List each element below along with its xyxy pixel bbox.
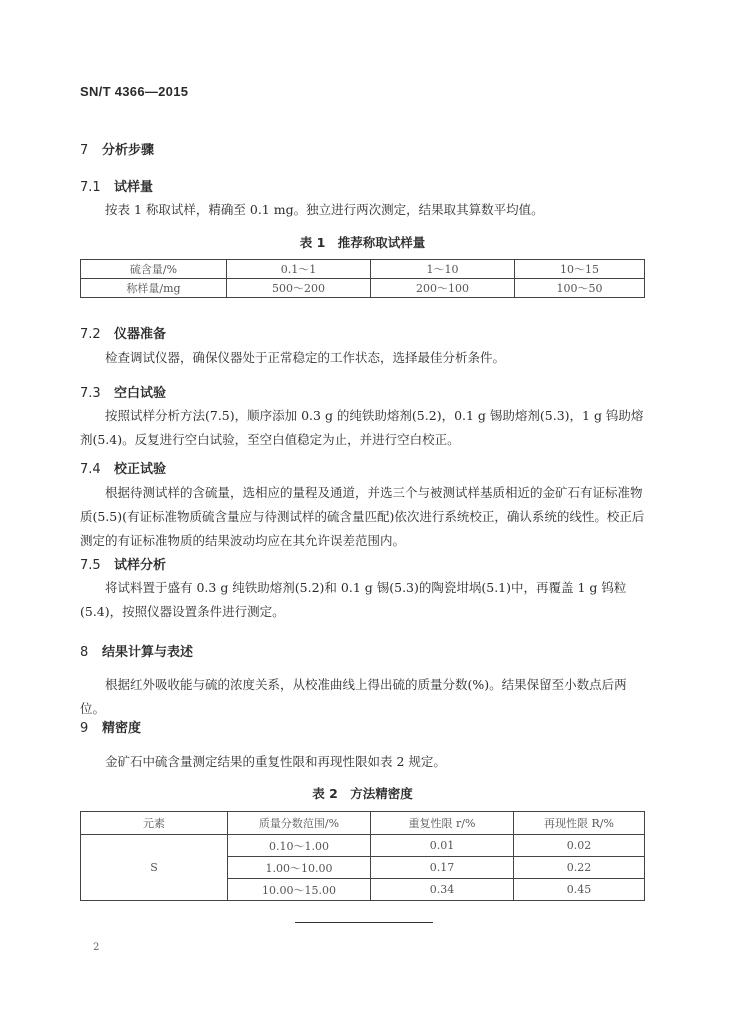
section-7-3-heading <box>80 382 166 401</box>
table-cell: 0.22 <box>514 857 645 879</box>
section-number: 7.1 <box>80 180 101 195</box>
section-9-text: 金矿石中硫含量测定结果的重复性限和再现性限如表 2 规定。 <box>105 754 446 769</box>
table-row <box>81 279 645 298</box>
section-8-heading <box>80 641 193 660</box>
table-cell: 0.17 <box>371 857 514 879</box>
table-cell: 10～15 <box>515 260 645 279</box>
standard-code: SN/T 4366—2015 <box>80 84 189 99</box>
table-header-cell: 质量分数范围/% <box>228 812 371 835</box>
section-title: 试样分析 <box>114 558 167 573</box>
table-cell: 硫含量/% <box>81 260 227 279</box>
end-rule-divider <box>295 922 433 923</box>
section-number: 8 <box>80 645 89 660</box>
table-cell: 0.45 <box>514 879 645 901</box>
section-number: 7 <box>80 143 89 158</box>
table-cell: 0.10～1.00 <box>228 835 371 857</box>
section-7-2-heading <box>80 323 166 342</box>
table-cell: 1～10 <box>371 260 515 279</box>
section-number: 9 <box>80 721 89 736</box>
table-row <box>81 260 645 279</box>
section-title: 空白试验 <box>114 386 167 401</box>
section-title: 校正试验 <box>114 462 167 477</box>
section-7-1-text: 按表 1 称取试样，精确至 0.1 mg。独立进行两次测定，结果取其算数平均值。 <box>105 202 544 217</box>
table-cell: 1.00～10.00 <box>228 857 371 879</box>
section-number: 7.2 <box>80 327 101 342</box>
table-1 <box>80 259 645 298</box>
table-header-cell: 重复性限 r/% <box>371 812 514 835</box>
section-7-5-text: 将试料置于盛有 0.3 g 纯铁助熔剂(5.2)和 0.1 g 锡(5.3)的陶瓷坩埚(5.1)中，再覆盖 1 g 钨粒(5.4)，按照仪器设置条件进行测定。 <box>80 580 627 619</box>
section-9-heading <box>80 717 141 736</box>
table-cell: 200～100 <box>371 279 515 298</box>
table-2-caption: 表 2 方法精密度 <box>312 786 413 801</box>
section-8-text: 根据红外吸收能与硫的浓度关系，从校准曲线上得出硫的质量分数(%)。结果保留至小数点后两位。 <box>80 677 627 716</box>
section-7-5-heading <box>80 554 166 573</box>
table-header-cell: 再现性限 R/% <box>514 812 645 835</box>
table-cell: 10.00～15.00 <box>228 879 371 901</box>
table-cell: 100～50 <box>515 279 645 298</box>
section-7-3-text: 按照试样分析方法(7.5)，顺序添加 0.3 g 的纯铁助熔剂(5.2)，0.1 g 锡助熔剂(5.3)，1 g 钨助熔剂(5.4)。反复进行空白试验，至空白值稳定为止，并进行空白校正。 <box>80 408 644 447</box>
section-title: 仪器准备 <box>114 327 167 342</box>
table-cell: 0.34 <box>371 879 514 901</box>
section-number: 7.3 <box>80 386 101 401</box>
section-number: 7.5 <box>80 558 101 573</box>
table-cell: 称样量/mg <box>81 279 227 298</box>
section-7-1-heading <box>80 176 153 195</box>
table-1-caption: 表 1 推荐称取试样量 <box>299 235 426 250</box>
table-row <box>81 835 645 857</box>
section-title: 结果计算与表述 <box>102 645 194 660</box>
section-title: 试样量 <box>114 180 154 195</box>
section-7-4-heading <box>80 458 166 477</box>
section-title: 精密度 <box>102 721 142 736</box>
page-number: 2 <box>93 942 100 953</box>
table-cell: 500～200 <box>227 279 371 298</box>
section-number: 7.4 <box>80 462 101 477</box>
table-2 <box>80 811 645 901</box>
table-header-cell: 元素 <box>81 812 228 835</box>
section-7-2-text: 检查调试仪器，确保仪器处于正常稳定的工作状态，选择最佳分析条件。 <box>105 350 506 365</box>
table-header-row <box>81 812 645 835</box>
section-7-4-text: 根据待测试样的含硫量，选相应的量程及通道，并选三个与被测试样基质相近的金矿石有证标准物质(5.5)(有证标准物质硫含量应与待测试样的硫含量匹配)依次进行系统校正，确认系统的线性。校正后测定的有证标准物质的结果波动均应在其允许误差范围内。 <box>80 485 645 548</box>
section-title: 分析步骤 <box>102 143 155 158</box>
table-cell-element: S <box>81 835 228 901</box>
table-cell: 0.01 <box>371 835 514 857</box>
table-cell: 0.02 <box>514 835 645 857</box>
table-cell: 0.1～1 <box>227 260 371 279</box>
section-7-heading <box>80 139 154 158</box>
